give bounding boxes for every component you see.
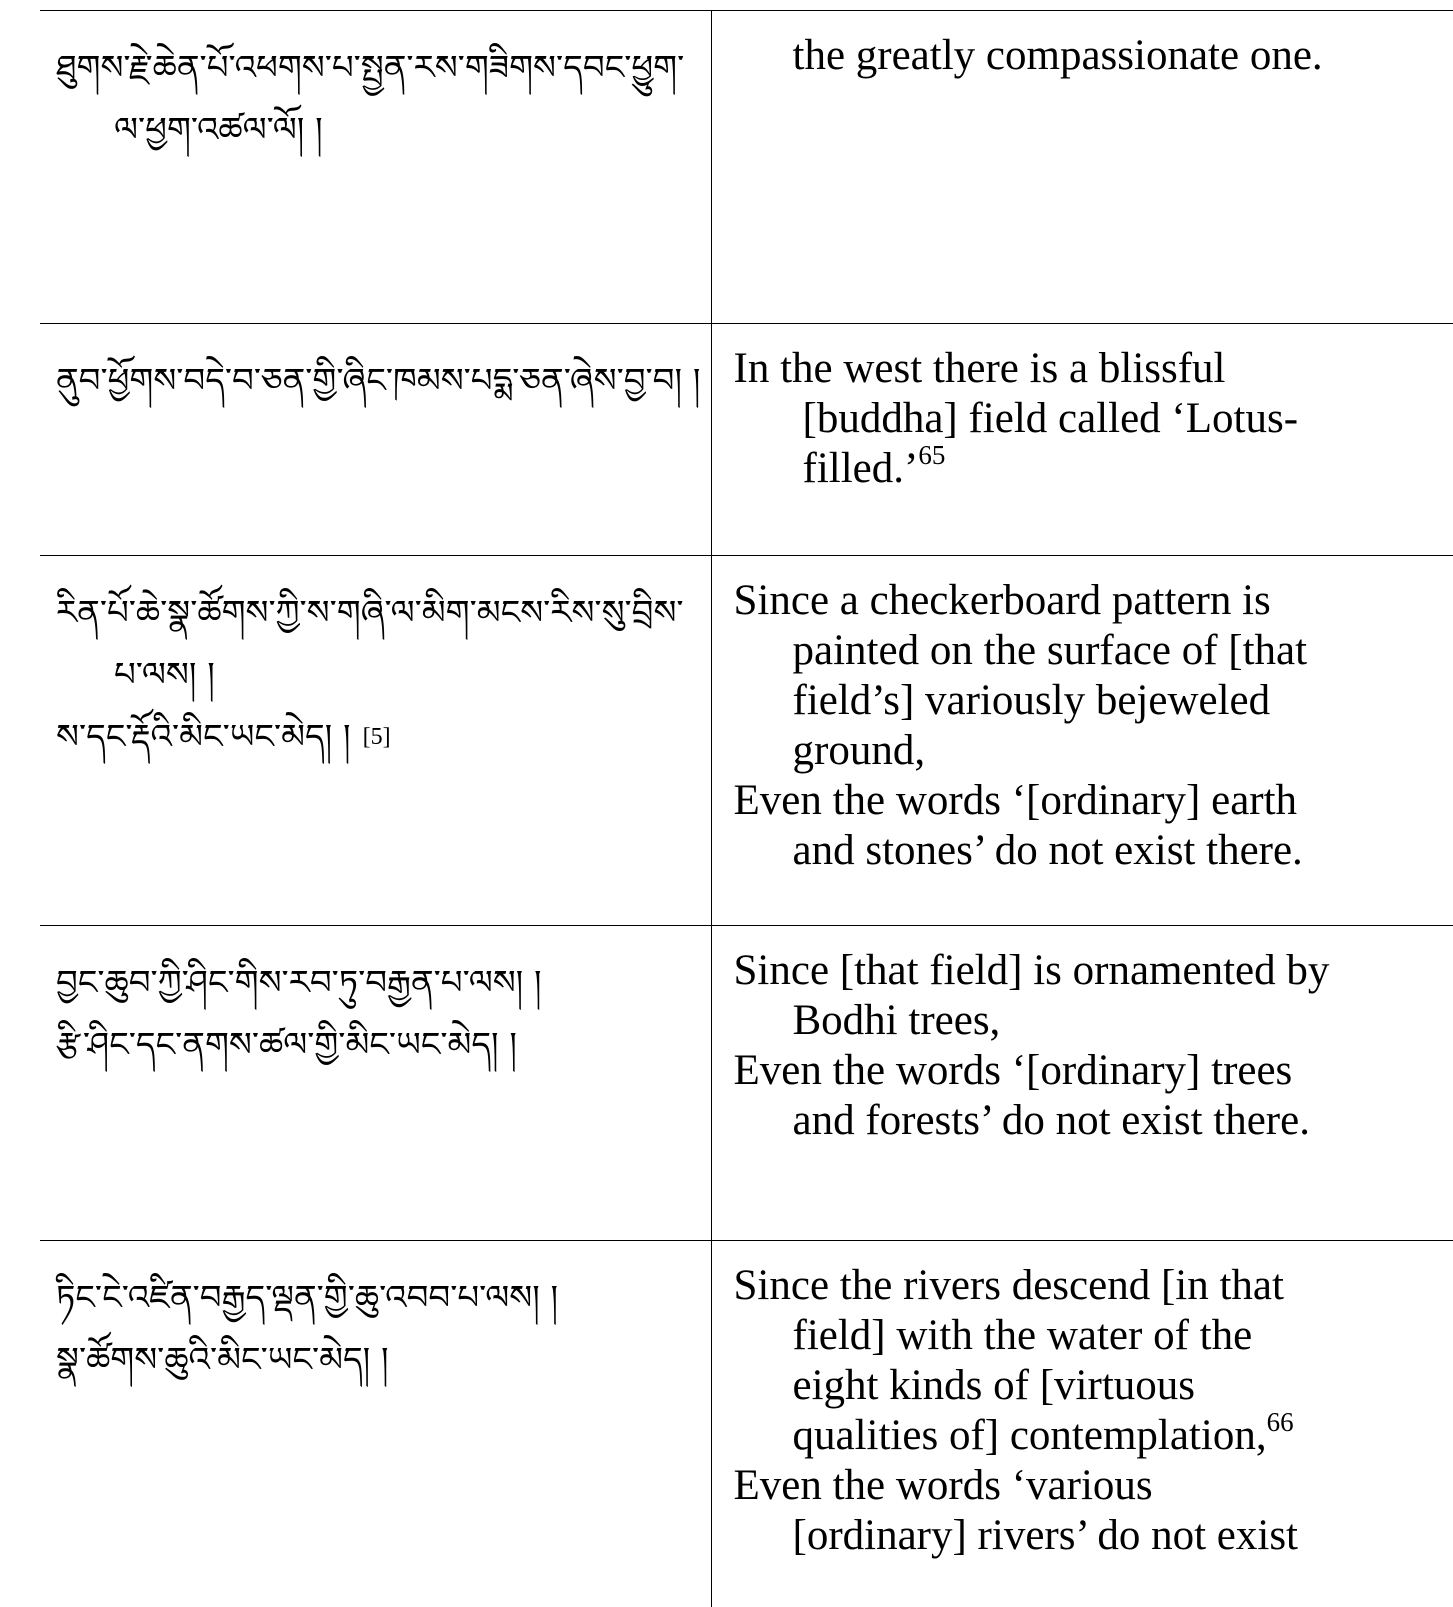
english-cell — [711, 926, 1453, 1241]
english-line: Even the words ‘[ordinary] trees — [734, 1046, 1453, 1096]
english-line-text: qualities of] contemplation, — [793, 1412, 1267, 1459]
english-line: and stones’ do not exist there. — [734, 826, 1453, 876]
tibetan-line: ནུབ་ཕྱོགས་བདེ་བ་ཅན་གྱི་ཞིང་ཁམས་པདྨ་ཅན་ཞེས་བྱ་བ། ། — [56, 350, 701, 412]
english-line: field’s] variously bejeweled — [734, 676, 1453, 726]
tibetan-line: རིན་པོ་ཆེ་སྣ་ཚོགས་ཀྱི་ས་གཞི་ལ་མིག་མངས་རིས་སུ་བྲིས་པ་ལས། ། — [56, 582, 701, 706]
english-line: Even the words ‘various — [734, 1461, 1453, 1511]
tibetan-cell — [40, 926, 711, 1241]
tibetan-cell — [40, 1241, 711, 1607]
tibetan-line-with-marker — [56, 706, 701, 768]
english-cell — [711, 1241, 1453, 1607]
tibetan-line: རྩི་ཤིང་དང་ནགས་ཚལ་གྱི་མིང་ཡང་མེད། ། — [56, 1014, 701, 1076]
bilingual-verse-page — [40, 10, 1453, 1607]
verse-row — [40, 324, 1453, 556]
footnote-marker[interactable]: 65 — [918, 440, 945, 470]
tibetan-cell — [40, 11, 711, 324]
verse-row — [40, 1241, 1453, 1607]
tibetan-line: ཏིང་ངེ་འཛིན་བརྒྱད་ལྡན་གྱི་ཆུ་འབབ་པ་ལས། ། — [56, 1267, 701, 1329]
tibetan-line: སྣ་ཚོགས་ཆུའི་མིང་ཡང་མེད། ། — [56, 1329, 701, 1391]
english-line: eight kinds of [virtuous — [734, 1361, 1453, 1411]
english-line-text: filled.’ — [803, 445, 919, 492]
english-line-with-note — [734, 1411, 1453, 1461]
tibetan-line-text: ས་དང་རྡོའི་མིང་ཡང་མེད། ། — [56, 717, 351, 757]
english-line: Since a checkerboard pattern is — [734, 576, 1453, 626]
english-line: field] with the water of the — [734, 1311, 1453, 1361]
tibetan-cell — [40, 324, 711, 556]
english-line: painted on the surface of [that — [734, 626, 1453, 676]
english-line: ground, — [734, 726, 1453, 776]
verse-table — [40, 10, 1453, 1607]
english-line: [ordinary] rivers’ do not exist — [734, 1511, 1453, 1561]
english-line-with-note — [734, 444, 1453, 494]
english-cell — [711, 556, 1453, 926]
english-cell — [711, 11, 1453, 324]
tibetan-cell — [40, 556, 711, 926]
verse-row — [40, 926, 1453, 1241]
english-line: Even the words ‘[ordinary] earth — [734, 776, 1453, 826]
english-line: and forests’ do not exist there. — [734, 1096, 1453, 1146]
tibetan-line: བྱང་ཆུབ་ཀྱི་ཤིང་གིས་རབ་ཏུ་བརྒྱན་པ་ལས། ། — [56, 952, 701, 1014]
page-marker: [5] — [363, 724, 391, 750]
tibetan-line: ཐུགས་རྗེ་ཆེན་པོ་འཕགས་པ་སྤྱན་རས་གཟིགས་དབང་ཕྱུག་ལ་ཕྱག་འཚལ་ལོ། ། — [56, 37, 701, 161]
english-line: Since [that field] is ornamented by — [734, 946, 1453, 996]
verse-row — [40, 11, 1453, 324]
footnote-marker[interactable]: 66 — [1267, 1407, 1294, 1437]
english-line: the greatly compassionate one. — [734, 31, 1453, 81]
verse-row — [40, 556, 1453, 926]
english-line: Bodhi trees, — [734, 996, 1453, 1046]
english-line: In the west there is a blissful — [734, 344, 1453, 394]
english-line: Since the rivers descend [in that — [734, 1261, 1453, 1311]
english-line: [buddha] field called ‘Lotus- — [734, 394, 1453, 444]
english-cell — [711, 324, 1453, 556]
